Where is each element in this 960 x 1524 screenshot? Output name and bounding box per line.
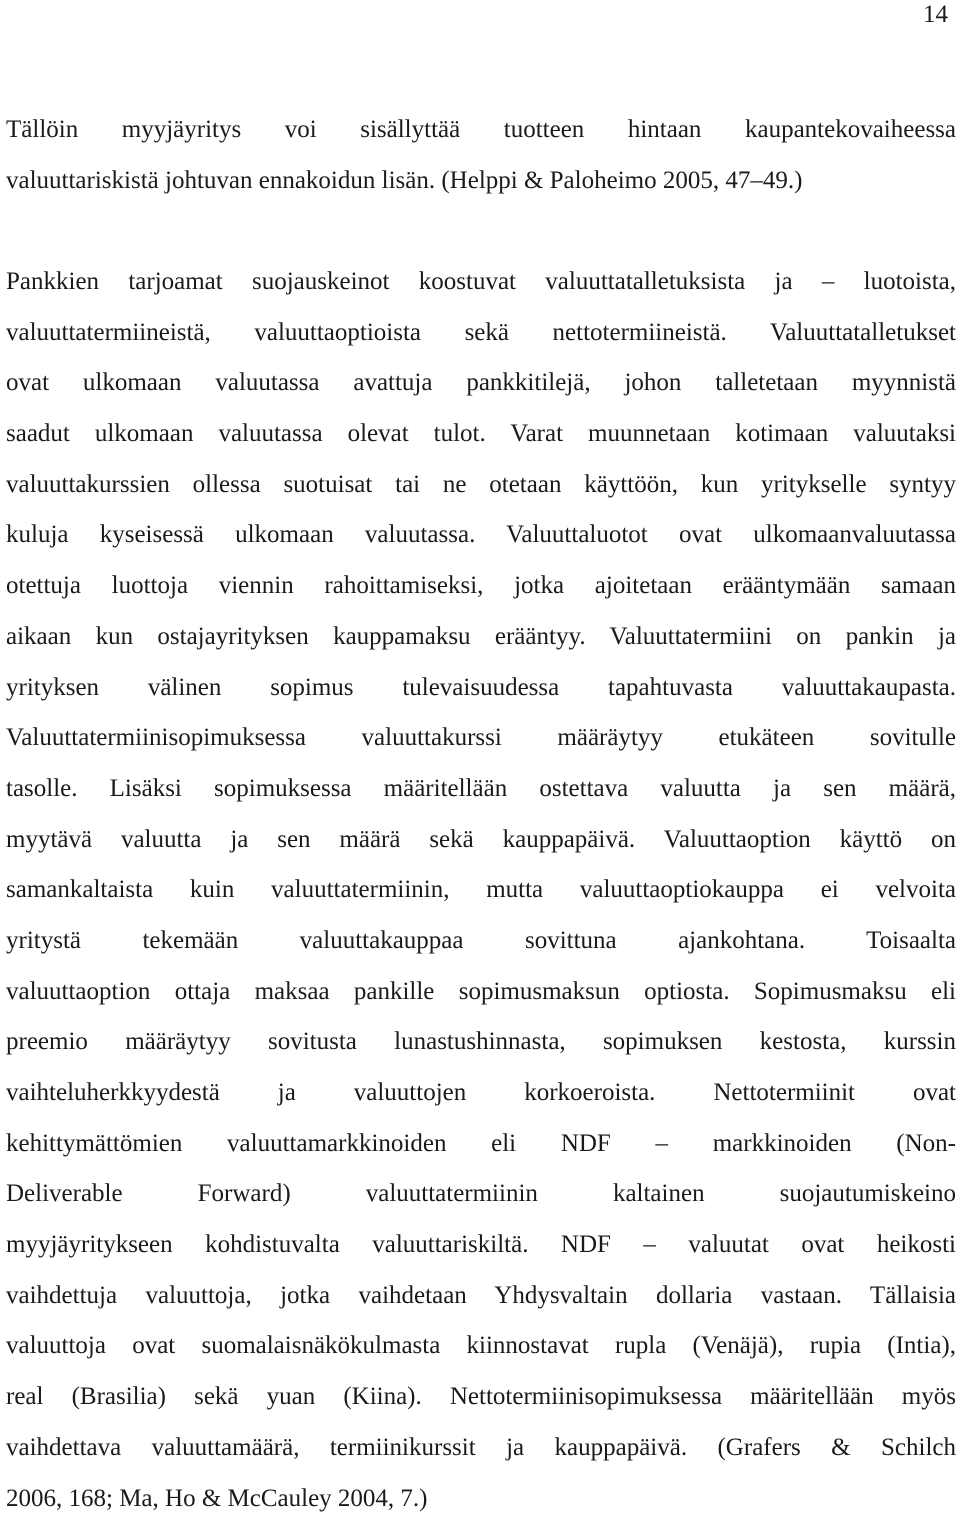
text-line: myyjäyritykseen kohdistuvalta valuuttariskiltä. NDF – valuutat ovat heikosti <box>6 1220 956 1271</box>
text-line: ovat ulkomaan valuutassa avattuja pankkitilejä, johon talletetaan myynnistä <box>6 358 956 409</box>
text-line: yritystä tekemään valuuttakauppaa sovittuna ajankohtana. Toisaalta <box>6 916 956 967</box>
paragraph-1 <box>6 105 956 206</box>
text-line: 2006, 168; Ma, Ho & McCauley 2004, 7.) <box>6 1474 956 1524</box>
text-line: myytävä valuutta ja sen määrä sekä kauppapäivä. Valuuttaoption käyttö on <box>6 815 956 866</box>
text-line: preemio määräytyy sovitusta lunastushinnasta, sopimuksen kestosta, kurssin <box>6 1017 956 1068</box>
text-line: vaihteluherkkyydestä ja valuuttojen korkoeroista. Nettotermiinit ovat <box>6 1068 956 1119</box>
text-line: valuuttakurssien ollessa suotuisat tai ne otetaan käyttöön, kun yritykselle syntyy <box>6 460 956 511</box>
text-line: saadut ulkomaan valuutassa olevat tulot. Varat muunnetaan kotimaan valuutaksi <box>6 409 956 460</box>
paragraph-2 <box>6 257 956 1524</box>
text-line: vaihdettuja valuuttoja, jotka vaihdetaan Yhdysvaltain dollaria vastaan. Tällaisia <box>6 1271 956 1322</box>
text-line: aikaan kun ostajayrityksen kauppamaksu erääntyy. Valuuttatermiini on pankin ja <box>6 612 956 663</box>
text-line: kuluja kyseisessä ulkomaan valuutassa. Valuuttaluotot ovat ulkomaanvaluutassa <box>6 510 956 561</box>
text-line: valuuttoja ovat suomalaisnäkökulmasta kiinnostavat rupla (Venäjä), rupia (Intia), <box>6 1321 956 1372</box>
text-line: valuuttaoption ottaja maksaa pankille sopimusmaksun optiosta. Sopimusmaksu eli <box>6 967 956 1018</box>
page-number: 14 <box>923 2 948 28</box>
text-line: Deliverable Forward) valuuttatermiinin kaltainen suojautumiskeino <box>6 1169 956 1220</box>
text-line: vaihdettava valuuttamäärä, termiinikurssit ja kauppapäivä. (Grafers & Schilch <box>6 1423 956 1474</box>
text-line: otettuja luottoja viennin rahoittamiseksi, jotka ajoitetaan erääntymään samaan <box>6 561 956 612</box>
text-line: Valuuttatermiinisopimuksessa valuuttakurssi määräytyy etukäteen sovitulle <box>6 713 956 764</box>
text-line: Pankkien tarjoamat suojauskeinot koostuvat valuuttatalletuksista ja – luotoista, <box>6 257 956 308</box>
text-line: Tällöin myyjäyritys voi sisällyttää tuotteen hintaan kaupantekovaiheessa <box>6 105 956 156</box>
text-line: kehittymättömien valuuttamarkkinoiden eli NDF – markkinoiden (Non- <box>6 1119 956 1170</box>
text-line: real (Brasilia) sekä yuan (Kiina). Nettotermiinisopimuksessa määritellään myös <box>6 1372 956 1423</box>
text-line: samankaltaista kuin valuuttatermiinin, mutta valuuttaoptiokauppa ei velvoita <box>6 865 956 916</box>
text-line: valuuttariskistä johtuvan ennakoidun lisän. (Helppi & Paloheimo 2005, 47–49.) <box>6 156 956 207</box>
text-line: tasolle. Lisäksi sopimuksessa määritellään ostettava valuutta ja sen määrä, <box>6 764 956 815</box>
text-line: yrityksen välinen sopimus tulevaisuudessa tapahtuvasta valuuttakaupasta. <box>6 663 956 714</box>
text-line: valuuttatermiineistä, valuuttaoptioista sekä nettotermiineistä. Valuuttatalletukset <box>6 308 956 359</box>
